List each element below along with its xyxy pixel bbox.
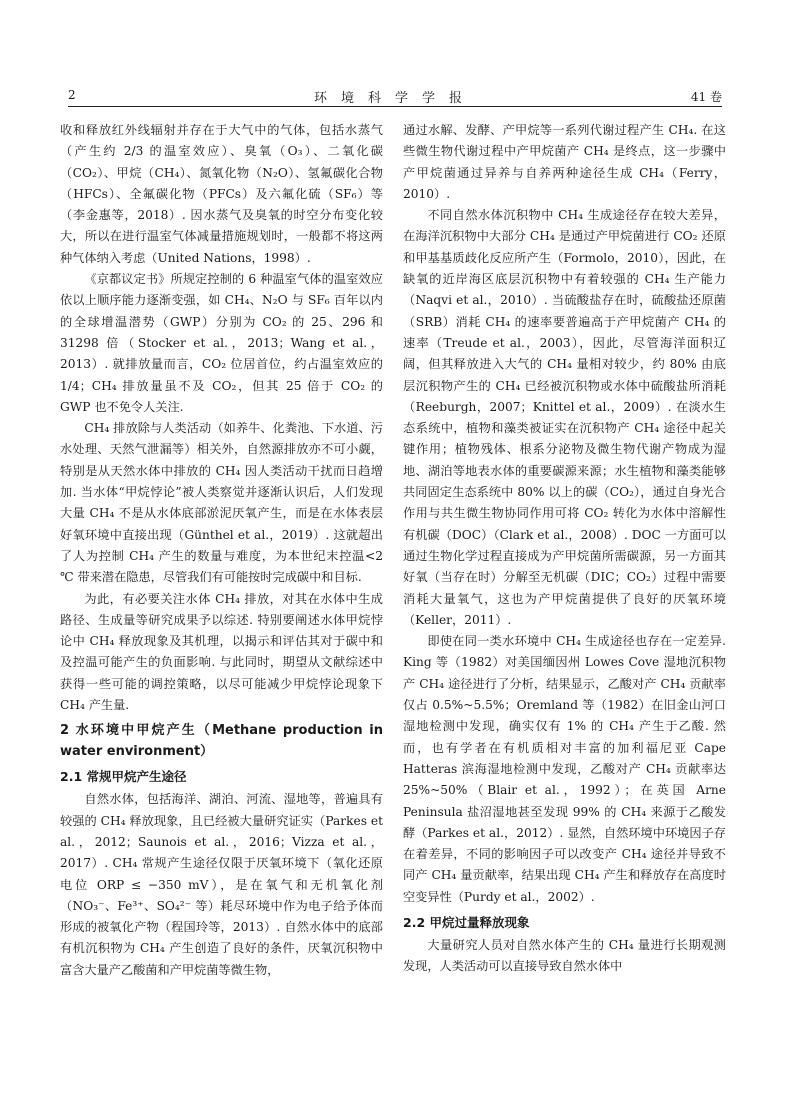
- paragraph: 自然水体，包括海洋、湖泊、河流、湿地等，普遍具有较强的 CH₄ 释放现象，且已经被大量研究证实（Parkes et al.，2012；Saunois et al.，2016；Vizza et al.，2017）. CH₄ 常规产生途径仅限于厌氧环境下（氧化还原电位 ORP ≤ −350 mV），是在氧气和无机氧化剂（NO₃⁻、Fe³⁺、SO₄²⁻ 等）耗尽环境中作为电子给予体而形成的被氧化产物（程国玲等，2013）. 自然水体中的底部有机沉积物为 CH₄ 产生创造了良好的条件，厌氧沉积物中富含大量产乙酸菌和产甲烷菌等微生物，: [60, 792, 383, 977]
- section-heading: 2 水环境中甲烷产生（Methane production in water environment）: [60, 723, 383, 760]
- paragraph: CH₄ 排放除与人类活动（如养牛、化粪池、下水道、污水处理、天然气泄漏等）相关外，自然源排放亦不可小觑，特别是从天然水体中排放的 CH₄ 因人类活动干扰而日趋增加. 当水体“甲烷悖论”被人类察觉并逐渐认识后，人们发现大量 CH₄ 不是从水体底部淤泥厌氧产生，而是在水体表层好氧环境中直接出现（Günthel et al.，2019）. 这就超出了人为控制 CH₄ 产生的数量与难度，为本世纪末控温<2 ℃ 带来潜在隐患，尽管我们有可能按时完成碳中和目标.: [60, 421, 383, 585]
- paragraph: 为此，有必要关注水体 CH₄ 排放，对其在水体中生成路径、生成量等研究成果予以综述. 特别要阐述水体甲烷悖论中 CH₄ 释放现象及其机理，以揭示和评估其对于碳中和及控温可能产生的负面影响. 与此同时，期望从文献综述中获得一些可能的调控策略，以尽可能减少甲烷悖论现象下 CH₄ 产生量.: [60, 591, 383, 713]
- paragraph: 收和释放红外线辐射并存在于大气中的气体，包括水蒸气（产生约 2/3 的温室效应）、臭氧（O₃）、二氧化碳（CO₂）、甲烷（CH₄）、氮氧化物（N₂O）、氢氟碳化合物（HFCs）、全氟碳化物（PFCs）及六氟化硫（SF₆）等（李金惠等，2018）. 因水蒸气及臭氧的时空分布变化较大，所以在进行温室气体减量措施规划时，一般都不将这两种气体纳入考虑（United Nations，1998）.: [60, 123, 383, 265]
- paragraph: 《京都议定书》所规定控制的 6 种温室气体的温室效应依以上顺序能力逐渐变强，如 CH₄、N₂O 与 SF₆ 百年以内的全球增温潜势（GWP）分别为 CO₂ 的 25、296 和 31298 倍（Stocker et al.，2013；Wang et al.，2013）. 就排放量而言，CO₂ 位居首位，约占温室效应的 1/4；CH₄ 排放量虽不及 CO₂，但其 25 倍于 CO₂ 的 GWP 也不免令人关注.: [60, 272, 383, 414]
- right-column: [403, 120, 726, 978]
- paragraph: 不同自然水体沉积物中 CH₄ 生成途径存在较大差异，在海洋沉积物中大部分 CH₄ 是通过产甲烷菌进行 CO₂ 还原和甲基基质歧化反应所产生（Formolo，2010），因此，在缺氧的近岸海区底层沉积物中有着较强的 CH₄ 生产能力（Naqvi et al.，2010）. 当硫酸盐存在时，硫酸盐还原菌（SRB）消耗 CH₄ 的速率要普遍高于产甲烷菌产 CH₄ 的速率（Treude et al.，2003），因此，尽管海洋面积辽阔，但其释放进入大气的 CH₄ 量相对较少，约 80% 由底层沉积物产生的 CH₄ 已经被沉积物或水体中硫酸盐所消耗（Reeburgh，2007；Knittel et al.，2009）. 在淡水生态系统中，植物和藻类被证实在沉积物产 CH₄ 途径中起关键作用；植物残体、根系分泌物及微生物代谢产物成为湿地、湖泊等地表水体的重要碳源来源；水生植物和藻类能够共同固定生态系统中 80% 以上的碳（CO₂），通过自身光合作用与共生微生物协同作用可将 CO₂ 转化为水体中溶解性有机碳（DOC）（Clark et al.，2008）. DOC 一方面可以通过生物化学过程直接成为产甲烷菌所需碳源，另一方面其好氧（当存在时）分解至无机碳（DIC；CO₂）过程中需要消耗大量氧气，这也为产甲烷菌提供了良好的厌氧环境（Keller，2011）.: [403, 208, 726, 627]
- paragraph: 通过水解、发酵、产甲烷等一系列代谢过程产生 CH₄. 在这些微生物代谢过程中产甲烷菌产 CH₄ 是终点，这一步骤中产甲烷菌通过异养与自养两种途径生成 CH₄（Ferry，2010）.: [403, 123, 726, 201]
- page-number: 2: [68, 88, 76, 102]
- subsection-heading: 2.2 甲烷过量释放现象: [403, 914, 530, 930]
- subsection-heading: 2.1 常规甲烷产生途径: [60, 769, 187, 785]
- running-header: [68, 84, 722, 107]
- paragraph: 即使在同一类水环境中 CH₄ 生成途径也存在一定差异. King 等（1982）对美国缅因州 Lowes Cove 湿地沉积物产 CH₄ 途径进行了分析，结果显示，乙酸对产 CH₄ 贡献率仅占 0.5%~5.5%；Oremland 等（1982）在旧金山河口湿地检测中发现，确实仅有 1% 的 CH₄ 产生于乙酸. 然而，也有学者在有机质相对丰富的加利福尼亚 Cape Hatteras 滨海湿地检测中发现，乙酸对产 CH₄ 贡献率达 25%~50%（Blair et al.，1992）；在英国 Arne Peninsula 盐沼湿地甚至发现 99% 的 CH₄ 来源于乙酸发酵（Parkes et al.，2012）. 显然，自然环境中环境因子存在着差异，不同的影响因子可以改变产 CH₄ 途径并导致不同产 CH₄ 量贡献率，结果出现 CH₄ 产生和释放存在高度时空变异性（Purdy et al.，2002）.: [403, 634, 726, 904]
- journal-title: 环境科学学报: [313, 91, 476, 106]
- volume-label: 41 卷: [690, 90, 722, 104]
- paragraph: 大量研究人员对自然水体产生的 CH₄ 量进行长期观测发现，人类活动可以直接导致自然水体中: [403, 937, 726, 974]
- left-column: [60, 120, 383, 981]
